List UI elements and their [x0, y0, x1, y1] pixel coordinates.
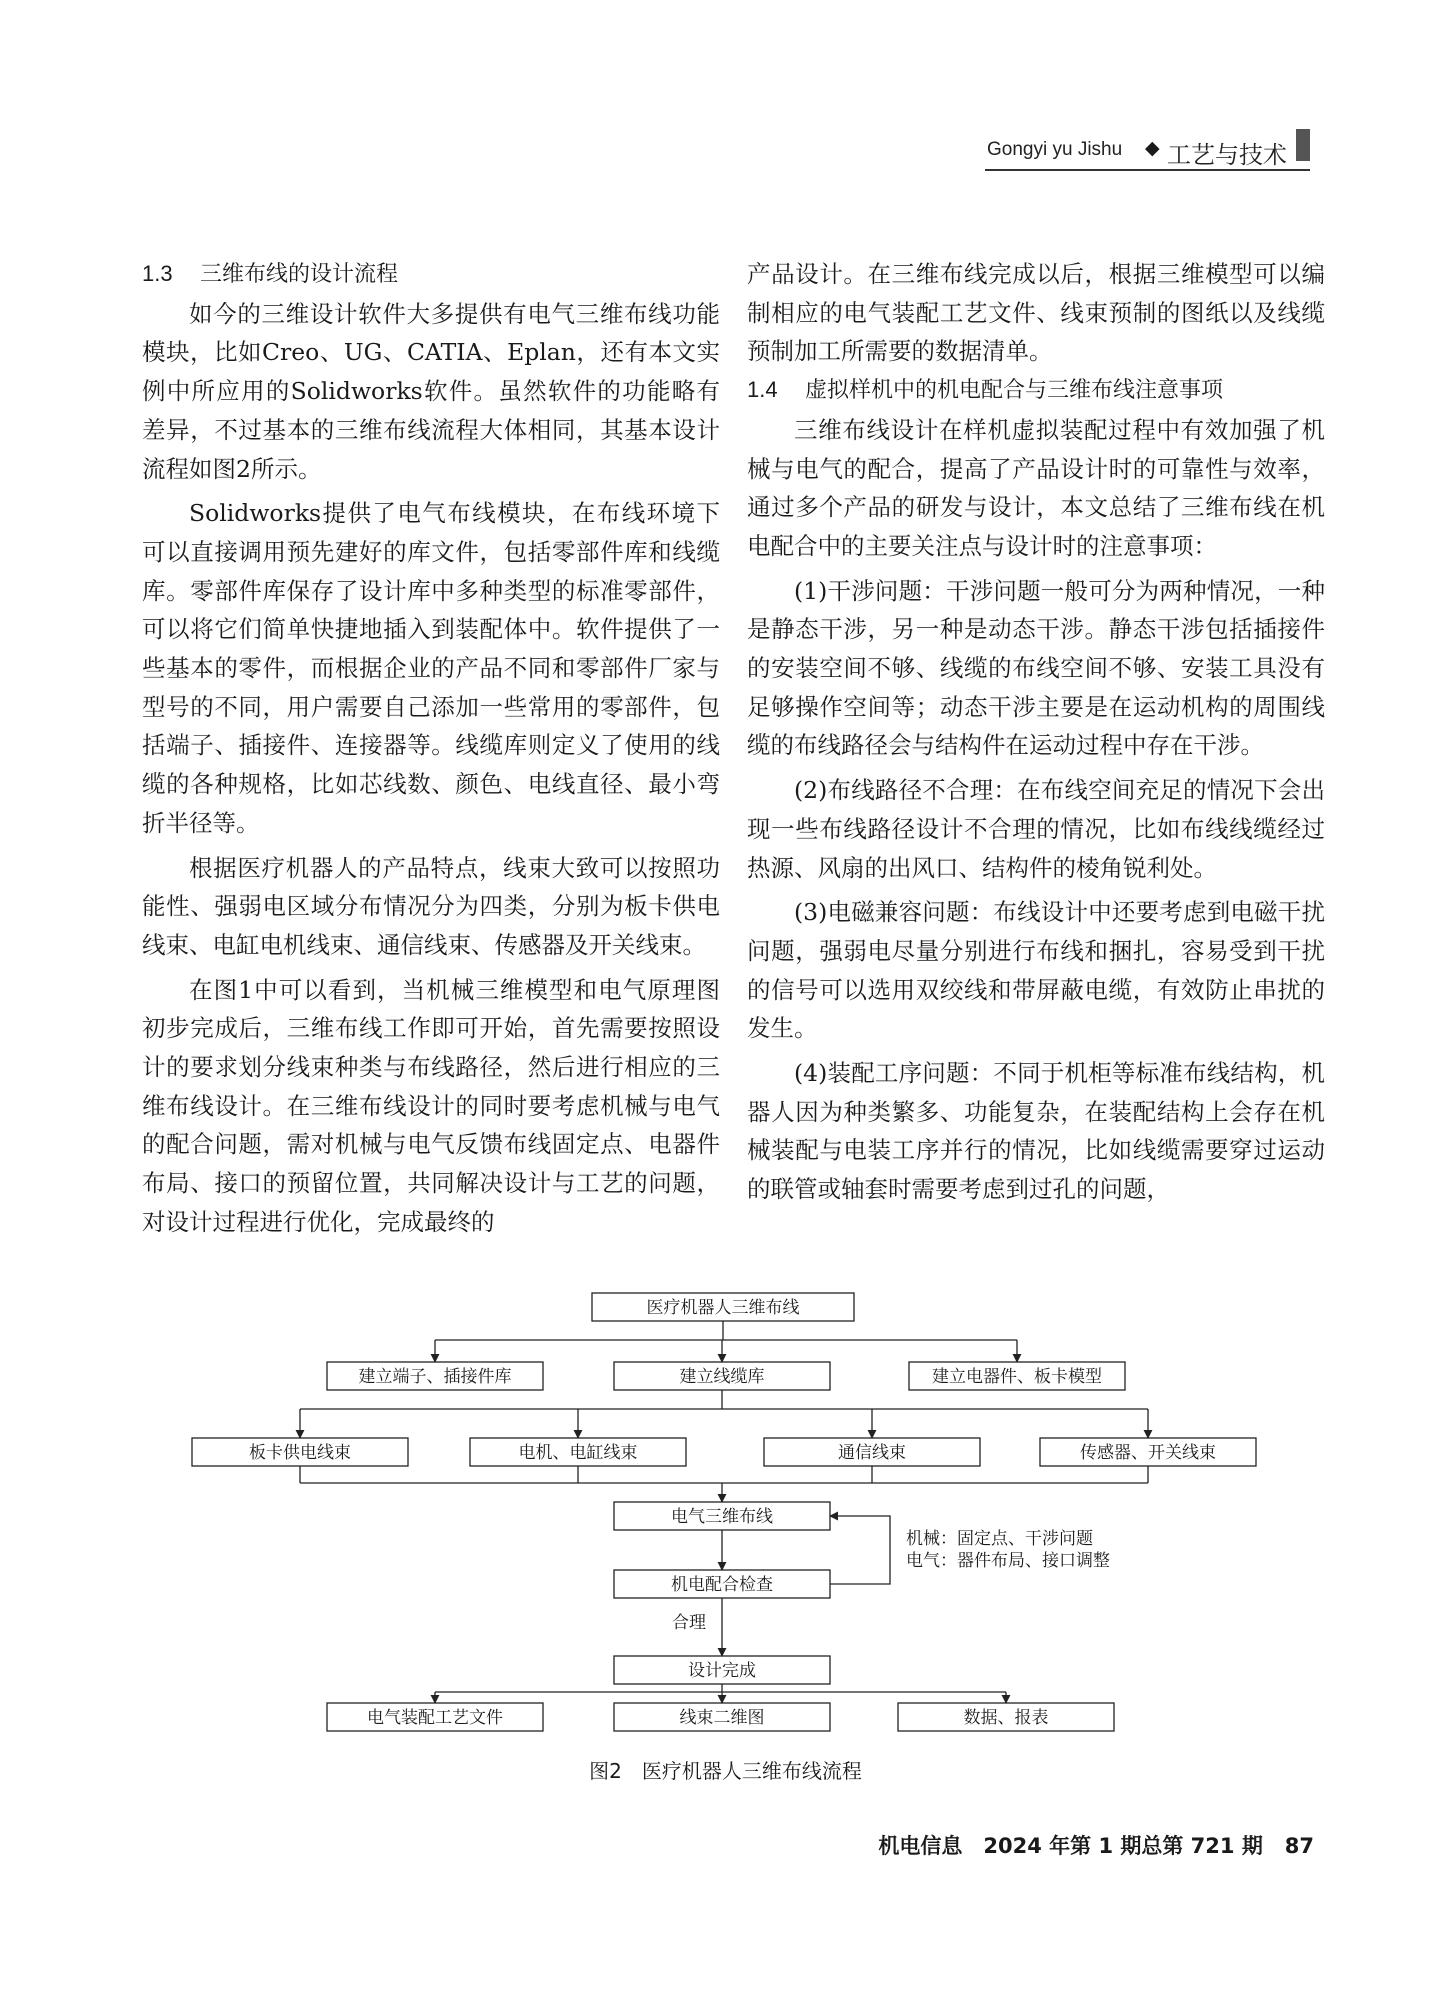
label-feedback-elec: 电气：器件布局、接口调整 — [906, 1551, 1110, 1571]
header-chinese: 工艺与技术 — [1167, 141, 1287, 169]
paragraph: (4)装配工序问题：不同于机柜等标准布线结构，机器人因为种类繁多、功能复杂，在装配结构上会存在机械装配与电装工序并行的情况，比如线缆需要穿过运动的联管或轴套时需要考虑到过孔的问题， — [747, 1059, 1325, 1204]
footer-journal: 机电信息 2024 年第 1 期总第 721 期 — [878, 1834, 1263, 1858]
label-harness-motor: 电机、电缸线束 — [518, 1443, 638, 1463]
label-feedback-mech: 机械：固定点、干涉问题 — [906, 1529, 1093, 1549]
label-lib-terminal: 建立端子、插接件库 — [358, 1367, 512, 1387]
paragraph: 产品设计。在三维布线完成以后，根据三维模型可以编制相应的电气装配工艺文件、线束预制的图纸以及线缆预制加工所需要的数据清单。 — [747, 260, 1325, 366]
section-heading-1-3 — [142, 255, 720, 295]
left-column — [142, 255, 720, 1242]
flowchart-svg — [0, 1285, 1451, 1805]
paragraph: 如今的三维设计软件大多提供有电气三维布线功能模块，比如Creo、UG、CATIA、Eplan，还有本文实例中所应用的Solidworks软件。虽然软件的功能略有差异，不过基本的三维布线流程大体相同，其基本设计流程如图2所示。 — [142, 299, 720, 483]
label-lib-device: 建立电器件、板卡模型 — [932, 1367, 1102, 1387]
label-root: 医疗机器人三维布线 — [646, 1298, 800, 1318]
section-title: 虚拟样机中的机电配合与三维布线注意事项 — [805, 378, 1224, 404]
paragraph: (1)干涉问题：干涉问题一般可分为两种情况，一种是静态干涉，另一种是动态干涉。静态干涉包括插接件的安装空间不够、线缆的布线空间不够、安装工具没有足够操作空间等；动态干涉主要是在运动机构的周围线缆的布线路径会与结构件在运动过程中存在干涉。 — [747, 576, 1325, 760]
paragraph: 根据医疗机器人的产品特点，线束大致可以按照功能性、强弱电区域分布情况分为四类，分别为板卡供电线束、电缸电机线束、通信线束、传感器及开关线束。 — [142, 853, 720, 959]
paragraph: 在图1中可以看到，当机械三维模型和电气原理图初步完成后，三维布线工作即可开始，首先需要按照设计的要求划分线束种类与布线路径，然后进行相应的三维布线设计。在三维布线设计的同时要考虑机械与电气的配合问题，需对机械与电气反馈布线固定点、电器件布局、接口的预留位置，共同解决设计与工艺的问题，对设计过程进行优化，完成最终的 — [142, 975, 720, 1236]
label-out-data: 数据、报表 — [963, 1708, 1049, 1728]
label-out-drawing: 线束二维图 — [679, 1708, 765, 1728]
right-column — [747, 255, 1325, 1209]
label-out-process: 电气装配工艺文件 — [367, 1708, 503, 1728]
paragraph: 三维布线设计在样机虚拟装配过程中有效加强了机械与电气的配合，提高了产品设计时的可靠性与效率，通过多个产品的研发与设计，本文总结了三维布线在机电配合中的主要关注点与设计时的注意事项： — [747, 415, 1325, 560]
flowchart-figure — [0, 1285, 1451, 1805]
paragraph: Solidworks提供了电气布线模块，在布线环境下可以直接调用预先建好的库文件，包括零部件库和线缆库。零部件库保存了设计库中多种类型的标准零部件，可以将它们简单快捷地插入到装配体中。软件提供了一些基本的零件，而根据企业的产品不同和零部件厂家与型号的不同，用户需要自己添加一些常用的零部件，包括端子、插接件、连接器等。线缆库则定义了使用的线缆的各种规格，比如芯线数、颜色、电线直径、最小弯折半径等。 — [142, 499, 720, 837]
label-lib-cable: 建立线缆库 — [679, 1367, 765, 1387]
label-harness-board: 板卡供电线束 — [249, 1443, 351, 1463]
label-harness-sensor: 传感器、开关线束 — [1080, 1443, 1216, 1463]
section-heading-1-4 — [747, 371, 1325, 411]
label-done: 设计完成 — [688, 1661, 756, 1681]
section-number: 1.4 — [747, 377, 778, 403]
header-bar — [1296, 129, 1310, 161]
label-harness-comm: 通信线束 — [838, 1443, 906, 1463]
paragraph: (2)布线路径不合理：在布线空间充足的情况下会出现一些布线路径设计不合理的情况，比如布线线缆经过热源、风扇的出风口、结构件的棱角锐利处。 — [747, 776, 1325, 882]
page-footer — [0, 1830, 1314, 1860]
label-routing: 电气三维布线 — [671, 1507, 773, 1527]
section-number: 1.3 — [142, 261, 173, 286]
header-english: Gongyi yu Jishu — [987, 139, 1123, 160]
running-header — [985, 125, 1310, 171]
label-check: 机电配合检查 — [671, 1575, 773, 1595]
page-number: 87 — [1284, 1834, 1314, 1858]
label-ok: 合理 — [672, 1613, 706, 1633]
paragraph: (3)电磁兼容问题：布线设计中还要考虑到电磁干扰问题，强弱电尽量分别进行布线和捆扎，容易受到干扰的信号可以选用双绞线和带屏蔽电缆，有效防止串扰的发生。 — [747, 898, 1325, 1043]
figure-caption: 图2 医疗机器人三维布线流程 — [589, 1759, 862, 1783]
diamond-icon: ◆ — [1145, 137, 1160, 159]
section-title: 三维布线的设计流程 — [200, 262, 399, 287]
